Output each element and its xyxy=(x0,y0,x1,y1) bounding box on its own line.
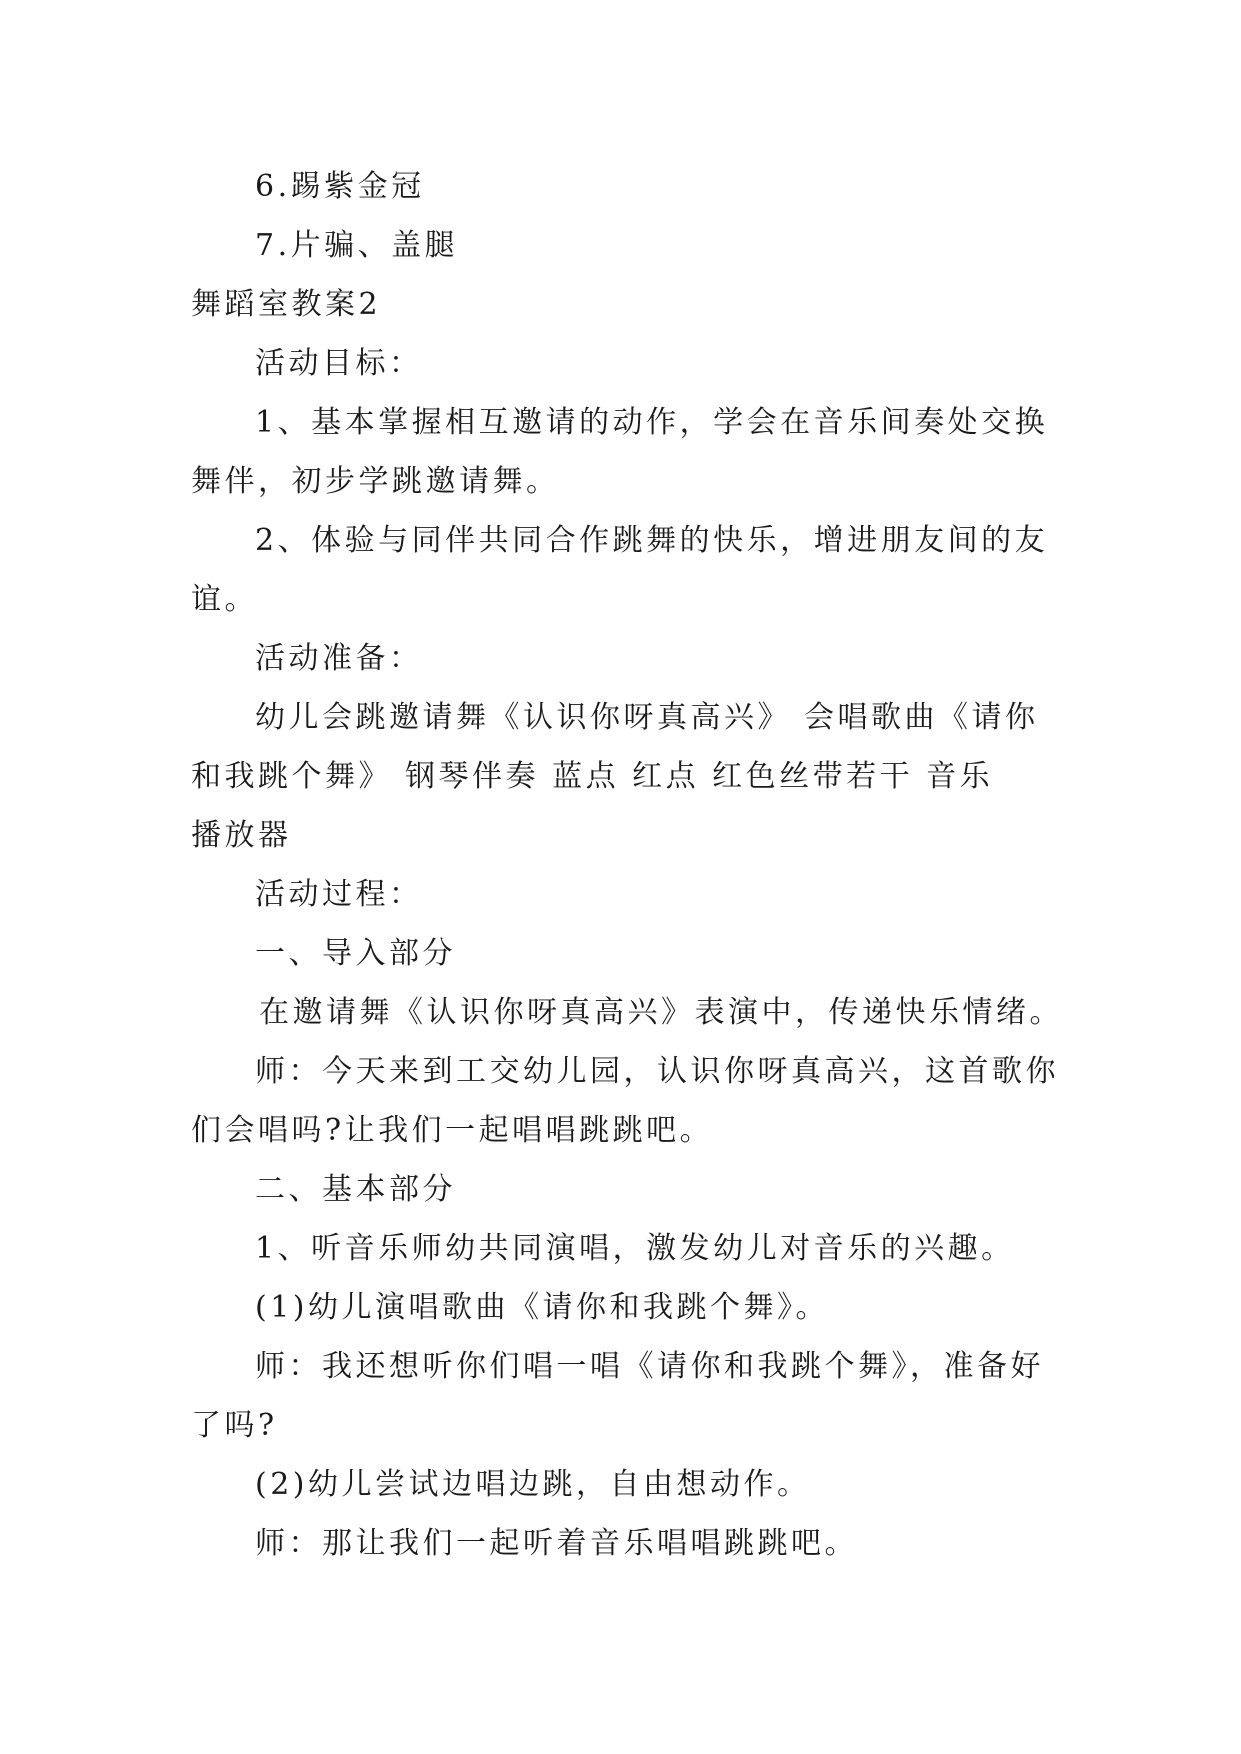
paragraph-line: 舞伴，初步学跳邀请舞。 xyxy=(191,464,560,499)
paragraph-line: 了吗? xyxy=(191,1408,278,1443)
subheading-basic: 二、基本部分 xyxy=(255,1172,456,1207)
paragraph-line: 师：那让我们一起听着音乐唱唱跳跳吧。 xyxy=(255,1526,858,1561)
paragraph-line: 幼儿会跳邀请舞《认识你呀真高兴》 会唱歌曲《请你 xyxy=(255,700,1039,735)
list-item-6: 6.踢紫金冠 xyxy=(255,169,425,204)
section-heading: 舞蹈室教案2 xyxy=(191,287,382,322)
paragraph-line: 1、听音乐师幼共同演唱，激发幼儿对音乐的兴趣。 xyxy=(255,1231,1015,1266)
subheading-process: 活动过程： xyxy=(255,877,423,912)
paragraph-line: (1)幼儿演唱歌曲《请你和我跳个舞》。 xyxy=(255,1290,829,1325)
paragraph-line: 播放器 xyxy=(191,818,292,853)
list-item-7: 7.片骗、盖腿 xyxy=(255,228,459,263)
paragraph-line: (2)幼儿尝试边唱边跳，自由想动作。 xyxy=(255,1467,811,1502)
paragraph-line: 1、基本掌握相互邀请的动作，学会在音乐间奏处交换 xyxy=(255,405,1049,440)
paragraph-line: 在邀请舞《认识你呀真高兴》表演中，传递快乐情绪。 xyxy=(259,995,1063,1030)
paragraph-line: 师：我还想听你们唱一唱《请你和我跳个舞》，准备好 xyxy=(255,1349,1044,1384)
paragraph-line: 谊。 xyxy=(191,582,258,617)
paragraph-line: 师：今天来到工交幼儿园，认识你呀真高兴，这首歌你 xyxy=(255,1054,1059,1089)
subheading-objectives: 活动目标： xyxy=(255,346,423,381)
paragraph-line: 和我跳个舞》 钢琴伴奏 蓝点 红点 红色丝带若干 音乐 xyxy=(191,759,994,794)
subheading-intro: 一、导入部分 xyxy=(255,936,456,971)
subheading-preparation: 活动准备： xyxy=(255,641,423,676)
paragraph-line: 们会唱吗?让我们一起唱唱跳跳吧。 xyxy=(191,1113,714,1148)
document-body xyxy=(191,157,1071,1573)
paragraph-line: 2、体验与同伴共同合作跳舞的快乐，增进朋友间的友 xyxy=(255,523,1049,558)
